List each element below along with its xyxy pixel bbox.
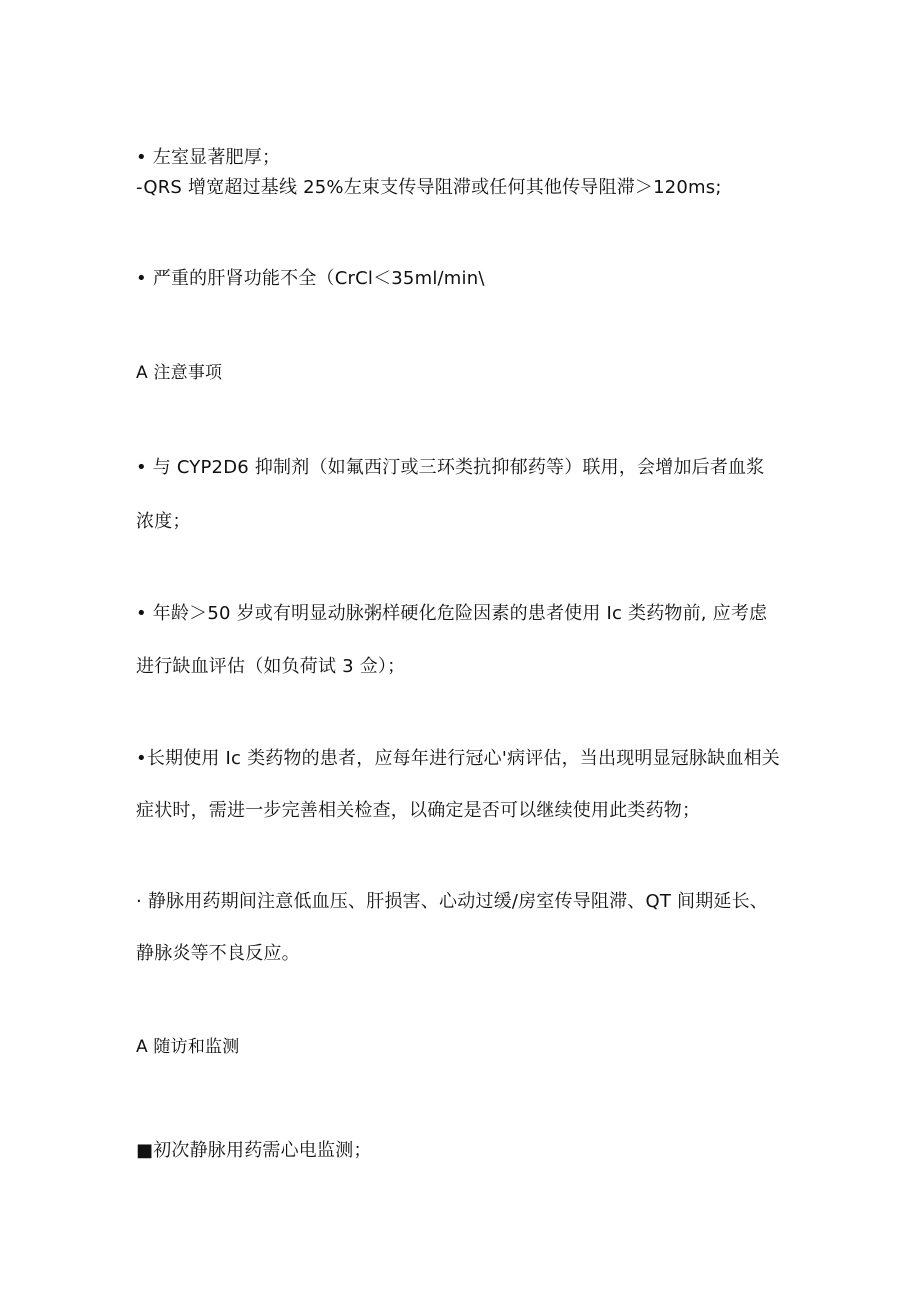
contra-bullet-qrs-widening: -QRS 增宽超过基线 25%左束支传导阻滞或任何其他传导阻滞＞120ms; [136,177,722,198]
precaution-cyp2d6-line1: • 与 CYP2D6 抑制剂（如氟西汀或三环类抗抑郁药等）联用，会增加后者血浆 [136,457,765,478]
precaution-cyp2d6-line2: 浓度； [136,511,191,532]
contra-bullet-hepatic-renal: • 严重的肝肾功能不全（CrCl＜35ml∕min\ [136,268,485,289]
precaution-iv-line2: 静脉炎等不良反应。 [136,943,300,964]
precaution-age-line1: • 年龄＞50 岁或有明显动脉粥样硬化危险因素的患者使用 Ic 类药物前, 应考虑 [136,603,768,624]
precaution-longterm-line1: •长期使用 Ic 类药物的患者，应每年进行冠心'病评估，当出现明显冠脉缺血相关 [136,748,781,769]
precaution-age-line2: 进行缺血评估（如负荷试 3 佥）； [136,656,406,677]
followup-ecg-monitoring: ■初次静脉用药需心电监测； [136,1140,372,1161]
contra-bullet-lv-hypertrophy: • 左室显著肥厚； [136,147,281,168]
section-heading-precautions: A 注意事项 [136,363,223,383]
precaution-longterm-line2: 症状时，需进一步完善相关检查，以确定是否可以继续使用此类药物； [136,800,701,821]
section-heading-followup: A 随访和监测 [136,1037,240,1057]
precaution-iv-line1: · 静脉用药期间注意低血压、肝损害、心动过缓/房室传导阻滞、QT 间期延长、 [136,891,768,912]
